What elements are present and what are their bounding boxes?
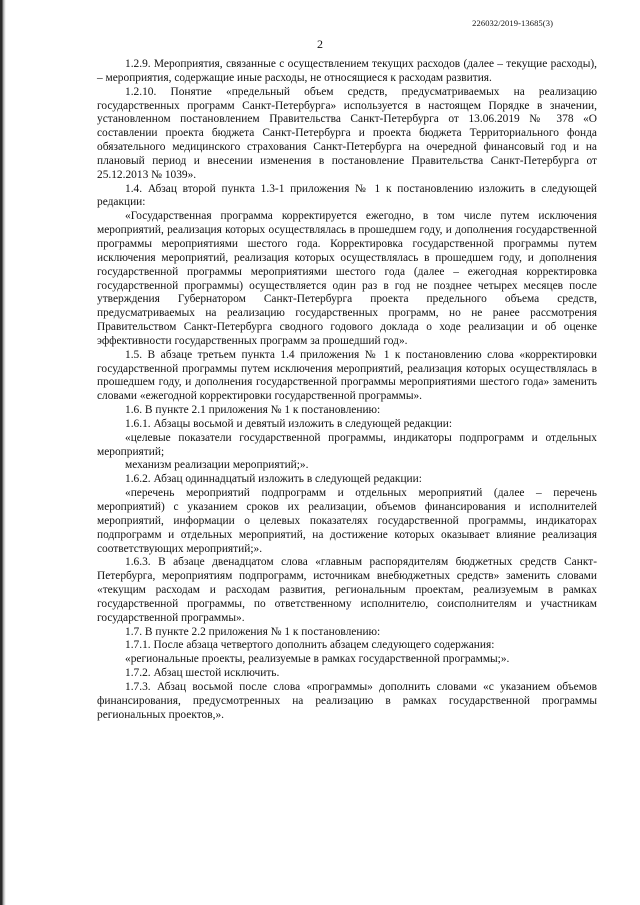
paragraph-1-7-1: 1.7.1. После абзаца четвертого дополнить абзацем следующего содержания: [125, 639, 495, 652]
paragraph-quote-mechanism: механизм реализации мероприятий;». [125, 459, 309, 472]
paragraph-1-6-3: 1.6.3. В абзаце двенадцатом слова «главным распорядителям бюджетных средств Санкт-Петербурга, мероприятиям подпрограмм, источникам внебюджетных средств» заменить словами «текущим расходам и расходам развития, региональным проектам, реализуемым в рамках государственной программы, по ответственному исполнителю, соисполнителям и участникам государственной программы». [97, 556, 597, 624]
paragraph-1-7-3: 1.7.3. Абзац восьмой после слова «программы» дополнить словами «с указанием объемов финансирования, предусмотренных на реализацию в рамках государственной программы региональных проектов,». [97, 680, 597, 721]
paragraph-quote-indicators: «целевые показатели государственной программы, индикаторы подпрограмм и отдельных мероприятий; [97, 431, 597, 458]
paragraph-1-5: 1.5. В абзаце третьем пункта 1.4 приложения № 1 к постановлению слова «корректировки государственной программы путем исключения мероприятий, реализация которых осуществлялась в прошедшем году, и дополнения государственной программы мероприятиями шестого года» заменить словами «ежегодной корректировки государственной программы». [97, 348, 597, 403]
paragraph-1-6: 1.6. В пункте 2.1 приложения № 1 к постановлению: [125, 404, 381, 417]
document-id: 226032/2019-13685(3) [472, 18, 553, 28]
scan-edge [0, 0, 6, 905]
paragraph-quote-list: «перечень мероприятий подпрограмм и отдельных мероприятий (далее – перечень мероприятий) с указанием сроков их реализации, объемов финансирования и исполнителей мероприятий, информации о целевых показателях государственной программы, индикаторах подпрограмм и отдельных мероприятий, на достижение которых оказывает влияние реализация соответствующих мероприятий;». [97, 487, 597, 555]
paragraph-1-4: 1.4. Абзац второй пункта 1.3-1 приложения № 1 к постановлению изложить в следующей редакции: [97, 182, 597, 209]
paragraph-quote-program: «Государственная программа корректируется ежегодно, в том числе путем исключения мероприятий, реализация которых осуществлялась в прошедшем году, и дополнения государственной программы мероприятиями шестого года. Корректировка государственной программы путем исключения мероприятий, реализация которых осуществлялась в прошедшем году, и дополнения государственной программы мероприятиями шестого года (далее – ежегодная корректировка государственной программы) осуществляется один раз в год не позднее четырех месяцев после утверждения Губернатором Санкт-Петербурга проекта предельного объема средств, предусматриваемых на реализацию государственных программ, но не ранее рассмотрения Правительством Санкт-Петербурга сводного годового доклада о ходе реализации и об оценке эффективности государственных программ за прошедший год». [97, 210, 597, 347]
page-number: 2 [317, 37, 323, 51]
paragraph-quote-regional: «региональные проекты, реализуемые в рамках государственной программы;». [125, 653, 510, 666]
paragraph-1-2-10: 1.2.10. Понятие «предельный объем средств, предусматриваемых на реализацию государственных программ Санкт-Петербурга» используется в настоящем Порядке в значении, установленном постановлением Правительства Санкт-Петербурга от 13.06.2019 № 378 «О составлении проекта бюджета Санкт-Петербурга и проекта бюджета Территориального фонда обязательного медицинского страхования Санкт-Петербурга на очередной финансовый год и на плановый период и внесении изменения в постановление Правительства Санкт-Петербурга от 25.12.2013 № 1039». [97, 85, 597, 181]
paragraph-1-7: 1.7. В пункте 2.2 приложения № 1 к постановлению: [125, 625, 381, 638]
paragraph-1-7-2: 1.7.2. Абзац шестой исключить. [125, 667, 280, 680]
paragraph-1-6-2: 1.6.2. Абзац одиннадцатый изложить в следующей редакции: [125, 473, 422, 486]
document-body [97, 58, 597, 723]
paragraph-1-2-9: 1.2.9. Мероприятия, связанные с осуществлением текущих расходов (далее – текущие расходы), – мероприятия, содержащие иные расходы, не относящиеся к расходам развития. [97, 58, 597, 84]
paragraph-1-6-1: 1.6.1. Абзацы восьмой и девятый изложить в следующей редакции: [125, 417, 453, 430]
